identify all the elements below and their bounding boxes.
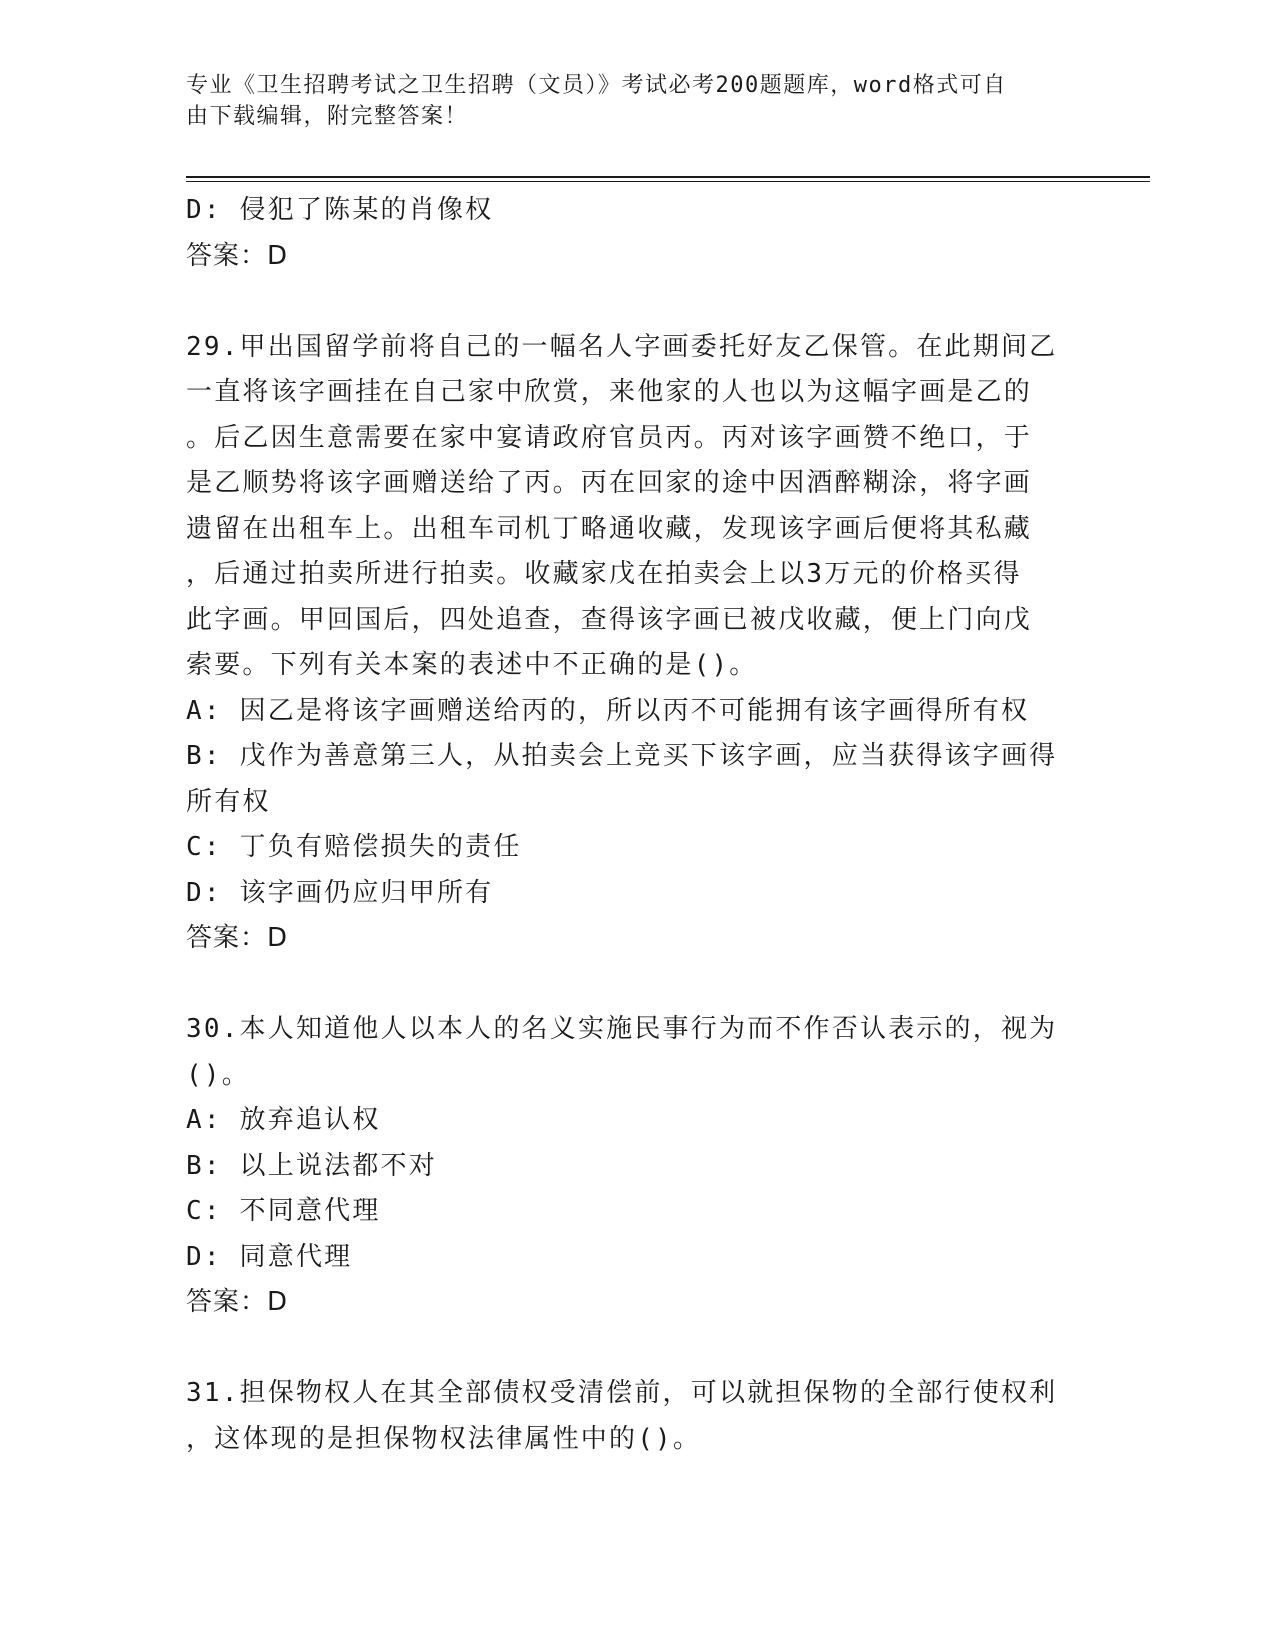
page-header (186, 70, 1086, 132)
spacer (186, 1326, 1066, 1372)
q30-answer: 答案：D (186, 1287, 289, 1317)
spacer (186, 962, 1066, 1008)
spacer (186, 279, 1066, 325)
q29-stem-line: 29.甲出国留学前将自己的一幅名人字画委托好友乙保管。在此期间乙 (186, 331, 1058, 362)
header-line-1: 专业《卫生招聘考试之卫生招聘（文员）》考试必考200题题库，word格式可自 (186, 73, 1007, 98)
q28-answer: 答案：D (186, 240, 289, 271)
question-29 (186, 325, 1066, 962)
q29-stem-line: 索要。下列有关本案的表述中不正确的是()。 (186, 650, 758, 680)
question-content (186, 188, 1066, 1462)
q30-option-a: A: 放弃追认权 (186, 1105, 381, 1135)
q29-answer: 答案：D (186, 923, 289, 953)
question-30 (186, 1007, 1066, 1326)
header-divider-thick (186, 176, 1150, 178)
q28-option-d: D: 侵犯了陈某的肖像权 (186, 195, 494, 225)
q30-option-b: B: 以上说法都不对 (186, 1150, 437, 1181)
q30-stem-line: ()。 (186, 1059, 250, 1090)
q29-stem-line: 。后乙因生意需要在家中宴请政府官员丙。丙对该字画赞不绝口，于 (186, 422, 1033, 453)
q29-option-d: D: 该字画仍应归甲所有 (186, 877, 494, 908)
q30-option-d: D: 同意代理 (186, 1241, 353, 1272)
q31-stem-line: 31.担保物权人在其全部债权受清偿前，可以就担保物的全部行使权利 (186, 1378, 1058, 1408)
q31-stem-line: ，这体现的是担保物权法律属性中的()。 (186, 1423, 702, 1454)
q29-stem-line: 是乙顺势将该字画赠送给了丙。丙在回家的途中因酒醉糊涂，将字画 (186, 468, 1033, 498)
q29-option-b: B: 戊作为善意第三人，从拍卖会上竞买下该字画，应当获得该字画得 (186, 741, 1058, 771)
header-divider-thin (186, 181, 1150, 182)
q29-stem-line: ，后通过拍卖所进行拍卖。收藏家戊在拍卖会上以3万元的价格买得 (186, 559, 1022, 589)
question-31 (186, 1371, 1066, 1462)
q29-option-c: C: 丁负有赔偿损失的责任 (186, 832, 522, 862)
q30-option-c: C: 不同意代理 (186, 1196, 381, 1226)
q29-stem-line: 遗留在出租车上。出租车司机丁略通收藏，发现该字画后便将其私藏 (186, 513, 1033, 544)
q29-option-a: A: 因乙是将该字画赠送给丙的，所以丙不可能拥有该字画得所有权 (186, 695, 1030, 726)
header-line-2: 由下载编辑，附完整答案！ (186, 104, 469, 129)
q29-stem-line: 此字画。甲回国后，四处追查，查得该字画已被戊收藏，便上门向戊 (186, 604, 1033, 635)
q29-stem-line: 一直将该字画挂在自己家中欣赏，来他家的人也以为这幅字画是乙的 (186, 377, 1033, 407)
q29-option-b-continued: 所有权 (186, 786, 271, 817)
q30-stem-line: 30.本人知道他人以本人的名义实施民事行为而不作否认表示的，视为 (186, 1014, 1058, 1044)
